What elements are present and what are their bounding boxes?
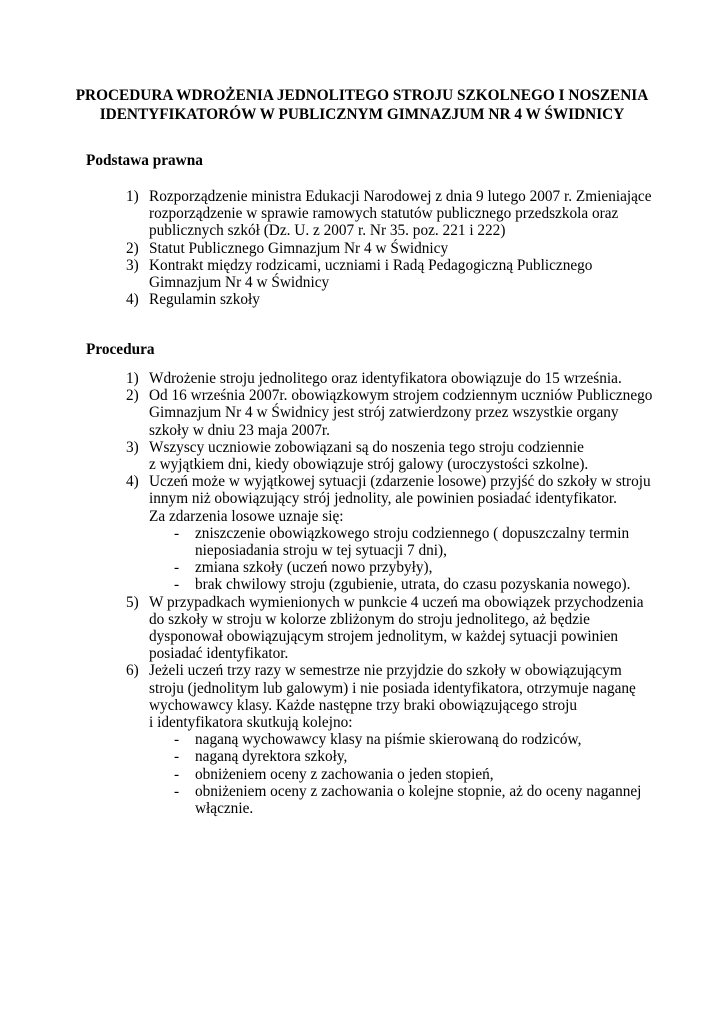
text-line: Gimnazjum Nr 4 w Świdnicy	[149, 274, 330, 292]
text-line: Kontrakt między rodzicami, uczniami i Radą Pedagogiczną Publicznego	[149, 256, 593, 274]
text-line: Uczeń może w wyjątkowej sytuacji (zdarzenie losowe) przyjść do szkoły w stroju	[149, 473, 651, 491]
sub-item	[0, 559, 724, 576]
sub-item-text	[195, 783, 724, 817]
sub-item-dash: -	[174, 559, 180, 577]
title-line-2: IDENTYFIKATORÓW W PUBLICZNYM GIMNAZJUM NR 4 W ŚWIDNICY	[99, 106, 625, 123]
list-item-text	[149, 257, 654, 291]
list-item	[0, 473, 724, 525]
text-line: publicznych szkół (Dz. U. z 2007 r. Nr 35. poz. 221 i 222)	[149, 222, 506, 240]
sub-item	[0, 748, 724, 765]
text-line: Od 16 września 2007r. obowiązkowym strojem codziennym uczniów Publicznego	[149, 387, 653, 405]
list-item-number: 1)	[126, 370, 139, 387]
list-item-text	[149, 240, 654, 257]
sub-item-dash: -	[174, 782, 180, 800]
list-item-number: 6)	[126, 662, 139, 680]
text-line: zniszczenie obowiązkowego stroju codziennego ( dopuszczalny termin	[195, 524, 630, 542]
text-line: posiadać identyfikator.	[149, 645, 289, 663]
list-item	[0, 291, 724, 308]
text-line: wychowawcy klasy. Każde następne trzy braki obowiązującego stroju	[149, 696, 578, 714]
section-heading-procedura: Procedura	[86, 341, 155, 358]
text-line: do szkoły w stroju w kolorze zbliżonym do stroju jednolitego, aż będzie	[149, 610, 590, 628]
text-line: nieposiadania stroju w tej sytuacji 7 dni),	[195, 542, 447, 560]
sub-item-dash: -	[174, 524, 180, 542]
sub-item-dash: -	[174, 576, 180, 594]
sub-item	[0, 783, 724, 817]
sub-item-dash: -	[174, 748, 180, 766]
list-item-text	[149, 387, 654, 439]
list-item-number: 2)	[126, 239, 139, 257]
text-line: Jeżeli uczeń trzy razy w semestrze nie przyjdzie do szkoły w obowiązującym	[149, 662, 622, 680]
text-line: Wdrożenie stroju jednolitego oraz identyfikatora obowiązuje do 15 września.	[149, 370, 622, 387]
list-item-number: 3)	[126, 438, 139, 456]
title-line-1: PROCEDURA WDROŻENIA JEDNOLITEGO STROJU SZKOLNEGO I NOSZENIA	[75, 87, 649, 104]
sub-item-text	[195, 731, 724, 748]
sub-item	[0, 766, 724, 783]
text-line: włącznie.	[195, 800, 254, 818]
text-line: Gimnazjum Nr 4 w Świdnicy jest strój zatwierdzony przez wszystkie organy	[149, 404, 619, 422]
text-line: Za zdarzenia losowe uznaje się:	[149, 507, 344, 525]
sub-item-text	[195, 559, 724, 576]
text-line: Wszyscy uczniowie zobowiązani są do noszenia tego stroju codziennie	[149, 438, 584, 456]
text-line: obniżeniem oceny z zachowania o kolejne stopnie, aż do oceny nagannej	[195, 782, 642, 800]
list-item	[0, 240, 724, 257]
list-item	[0, 257, 724, 291]
list-item	[0, 662, 724, 731]
document-title	[60, 86, 664, 124]
podstawa-list	[0, 188, 724, 308]
text-line: szkoły w dniu 23 maja 2007r.	[149, 421, 330, 439]
text-line: Rozporządzenie ministra Edukacji Narodowej z dnia 9 lutego 2007 r. Zmieniające	[149, 188, 652, 205]
sub-item-dash: -	[174, 731, 180, 749]
sub-item-text	[195, 525, 724, 559]
list-item-number: 1)	[126, 188, 139, 205]
list-item-text	[149, 188, 654, 240]
text-line: naganą dyrektora szkoły,	[195, 748, 348, 766]
text-line: Statut Publicznego Gimnazjum Nr 4 w Świdnicy	[149, 239, 449, 257]
list-item	[0, 439, 724, 473]
text-line: naganą wychowawcy klasy na piśmie skierowaną do rodziców,	[195, 731, 582, 749]
list-item-text	[149, 662, 654, 731]
list-item	[0, 188, 724, 240]
text-line: i identyfikatora skutkują kolejno:	[149, 714, 353, 732]
text-line: dysponował obowiązującym strojem jednolitym, w każdej sytuacji powinien	[149, 628, 619, 646]
section-heading-podstawa: Podstawa prawna	[86, 152, 203, 169]
text-line: obniżeniem oceny z zachowania o jeden stopień,	[195, 765, 494, 783]
list-item-number: 3)	[126, 256, 139, 274]
list-item	[0, 387, 724, 439]
sub-item-dash: -	[174, 765, 180, 783]
list-item-number: 2)	[126, 387, 139, 405]
text-line: stroju (jednolitym lub galowym) i nie posiada identyfikatora, otrzymuje naganę	[149, 679, 636, 697]
list-item-text	[149, 370, 654, 387]
procedura-list	[0, 370, 724, 817]
list-item-text	[149, 291, 654, 308]
text-line: zmiana szkoły (uczeń nowo przybyły),	[195, 559, 433, 577]
text-line: brak chwilowy stroju (zgubienie, utrata, do czasu pozyskania nowego).	[195, 576, 631, 594]
list-item-number: 5)	[126, 593, 139, 611]
text-line: rozporządzenie w sprawie ramowych statutów publicznego przedszkola oraz	[149, 205, 619, 223]
list-item-text	[149, 594, 654, 663]
sub-item-text	[195, 766, 724, 783]
sub-item-text	[195, 748, 724, 765]
list-item-number: 4)	[126, 473, 139, 491]
sub-item	[0, 731, 724, 748]
sub-item	[0, 525, 724, 559]
text-line: innym niż obowiązujący strój jednolity, ale powinien posiadać identyfikator.	[149, 490, 617, 508]
text-line: W przypadkach wymienionych w punkcie 4 uczeń ma obowiązek przychodzenia	[149, 593, 644, 611]
list-item	[0, 594, 724, 663]
list-item-number: 4)	[126, 291, 139, 309]
list-item	[0, 370, 724, 387]
text-line: Regulamin szkoły	[149, 291, 260, 309]
sub-item	[0, 576, 724, 593]
list-item-text	[149, 439, 654, 473]
list-item-text	[149, 473, 654, 525]
text-line: z wyjątkiem dni, kiedy obowiązuje strój galowy (uroczystości szkolne).	[149, 456, 589, 474]
sub-item-text	[195, 576, 724, 593]
